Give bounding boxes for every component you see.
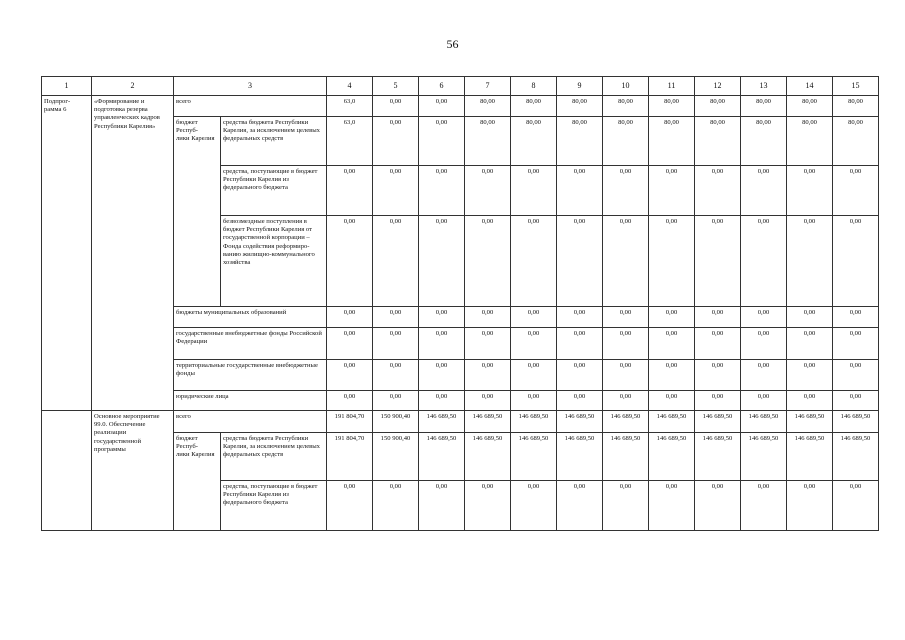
value-cell: 0,00	[787, 166, 833, 216]
value-cell: 150 900,40	[373, 433, 419, 481]
row-label: бюджеты муниципальных образований	[174, 307, 327, 328]
program-title: «Формирование и подготовка резерва управленческих кадров Республики Карелия»	[92, 96, 174, 411]
value-cell: 146 689,50	[649, 433, 695, 481]
value-cell: 146 689,50	[603, 411, 649, 433]
value-cell: 0,00	[373, 391, 419, 411]
value-cell: 0,00	[695, 307, 741, 328]
row-label: средства, поступающие в бюджет Республики Карелия из федерального бюджета	[221, 481, 327, 531]
value-cell: 0,00	[695, 166, 741, 216]
value-cell: 0,00	[695, 481, 741, 531]
value-cell: 0,00	[833, 166, 879, 216]
value-cell: 0,00	[741, 166, 787, 216]
value-cell: 0,00	[327, 166, 373, 216]
value-cell: 0,00	[419, 166, 465, 216]
header-cell: 1	[42, 77, 92, 96]
value-cell: 80,00	[833, 96, 879, 117]
value-cell: 80,00	[511, 96, 557, 117]
value-cell: 146 689,50	[419, 433, 465, 481]
value-cell: 150 900,40	[373, 411, 419, 433]
value-cell: 0,00	[511, 391, 557, 411]
value-cell: 0,00	[833, 391, 879, 411]
value-cell: 0,00	[373, 328, 419, 360]
header-cell: 10	[603, 77, 649, 96]
value-cell: 0,00	[557, 360, 603, 391]
value-cell: 0,00	[695, 328, 741, 360]
value-cell: 0,00	[373, 360, 419, 391]
value-cell: 0,00	[603, 360, 649, 391]
header-row	[42, 77, 879, 96]
page-number: 56	[446, 37, 459, 51]
row-label: юридические лица	[174, 391, 327, 411]
value-cell: 0,00	[787, 360, 833, 391]
value-cell: 0,00	[557, 166, 603, 216]
value-cell: 0,00	[419, 328, 465, 360]
value-cell: 80,00	[741, 117, 787, 166]
value-cell: 0,00	[741, 360, 787, 391]
value-cell: 0,00	[833, 216, 879, 307]
value-cell: 0,00	[465, 328, 511, 360]
value-cell: 0,00	[419, 96, 465, 117]
value-cell: 146 689,50	[787, 411, 833, 433]
value-cell: 80,00	[603, 96, 649, 117]
value-cell: 0,00	[741, 481, 787, 531]
value-cell: 80,00	[833, 117, 879, 166]
value-cell: 0,00	[465, 307, 511, 328]
value-cell: 0,00	[327, 481, 373, 531]
value-cell: 146 689,50	[695, 411, 741, 433]
budget-label-continuation	[174, 216, 221, 307]
value-cell: 0,00	[419, 360, 465, 391]
value-cell: 80,00	[511, 117, 557, 166]
row-label: всего	[174, 411, 327, 433]
header-cell: 14	[787, 77, 833, 96]
value-cell: 146 689,50	[419, 411, 465, 433]
value-cell: 0,00	[603, 328, 649, 360]
header-cell: 11	[649, 77, 695, 96]
row-label: безвозмездные поступления в бюджет Республики Карелия от государственной корпорации – Фонда содействия реформиро-ванию жилищно-коммунального хозяйства	[221, 216, 327, 307]
value-cell: 0,00	[465, 360, 511, 391]
header-cell: 6	[419, 77, 465, 96]
value-cell: 0,00	[741, 307, 787, 328]
value-cell: 0,00	[373, 307, 419, 328]
value-cell: 0,00	[557, 216, 603, 307]
value-cell: 0,00	[465, 216, 511, 307]
value-cell: 191 804,70	[327, 433, 373, 481]
value-cell: 80,00	[741, 96, 787, 117]
value-cell: 146 689,50	[787, 433, 833, 481]
value-cell: 0,00	[511, 166, 557, 216]
row-label: территориальные государственные внебюджетные фонды	[174, 360, 327, 391]
value-cell: 0,00	[419, 481, 465, 531]
value-cell: 80,00	[557, 117, 603, 166]
value-cell: 0,00	[419, 216, 465, 307]
value-cell: 0,00	[373, 117, 419, 166]
value-cell: 0,00	[649, 166, 695, 216]
value-cell: 0,00	[327, 360, 373, 391]
value-cell: 0,00	[511, 328, 557, 360]
header-cell: 2	[92, 77, 174, 96]
value-cell: 191 804,70	[327, 411, 373, 433]
row-label: средства бюджета Республики Карелия, за исключением целевых федеральных средств	[221, 117, 327, 166]
value-cell: 80,00	[557, 96, 603, 117]
header-cell: 3	[174, 77, 327, 96]
budget-label-continuation	[174, 481, 221, 531]
value-cell: 0,00	[649, 481, 695, 531]
value-cell: 0,00	[741, 216, 787, 307]
value-cell: 146 689,50	[741, 433, 787, 481]
value-cell: 0,00	[419, 117, 465, 166]
value-cell: 0,00	[787, 481, 833, 531]
header-cell: 4	[327, 77, 373, 96]
budget-label: бюджет Респуб- лики Карелия	[174, 117, 221, 166]
value-cell: 146 689,50	[695, 433, 741, 481]
value-cell: 0,00	[373, 166, 419, 216]
value-cell: 80,00	[465, 117, 511, 166]
value-cell: 0,00	[511, 360, 557, 391]
value-cell: 0,00	[741, 328, 787, 360]
value-cell: 80,00	[695, 96, 741, 117]
budget-label: бюджет Респуб- лики Карелия	[174, 433, 221, 481]
value-cell: 0,00	[695, 216, 741, 307]
activity-title: Основное мероприятие 99.0. Обеспечение реализации государственной программы	[92, 411, 174, 531]
value-cell: 0,00	[327, 216, 373, 307]
budget-table	[41, 76, 879, 531]
value-cell: 146 689,50	[557, 433, 603, 481]
row-label: средства, поступающие в бюджет Республики Карелия из федерального бюджета	[221, 166, 327, 216]
value-cell: 146 689,50	[511, 411, 557, 433]
value-cell: 0,00	[327, 391, 373, 411]
value-cell: 0,00	[557, 481, 603, 531]
program-name-empty	[42, 411, 92, 531]
header-cell: 7	[465, 77, 511, 96]
value-cell: 0,00	[327, 328, 373, 360]
value-cell: 0,00	[649, 307, 695, 328]
value-cell: 146 689,50	[465, 411, 511, 433]
value-cell: 0,00	[833, 307, 879, 328]
value-cell: 0,00	[603, 166, 649, 216]
table-row	[42, 411, 879, 433]
value-cell: 146 689,50	[741, 411, 787, 433]
value-cell: 0,00	[511, 307, 557, 328]
value-cell: 0,00	[373, 481, 419, 531]
value-cell: 0,00	[695, 391, 741, 411]
value-cell: 0,00	[833, 481, 879, 531]
table-row	[42, 96, 879, 117]
value-cell: 0,00	[787, 307, 833, 328]
value-cell: 0,00	[741, 391, 787, 411]
value-cell: 0,00	[787, 216, 833, 307]
value-cell: 0,00	[787, 328, 833, 360]
value-cell: 80,00	[787, 96, 833, 117]
value-cell: 146 689,50	[833, 433, 879, 481]
value-cell: 146 689,50	[465, 433, 511, 481]
budget-label-continuation	[174, 166, 221, 216]
value-cell: 0,00	[603, 307, 649, 328]
value-cell: 0,00	[603, 391, 649, 411]
value-cell: 0,00	[557, 307, 603, 328]
value-cell: 0,00	[649, 216, 695, 307]
header-cell: 9	[557, 77, 603, 96]
value-cell: 0,00	[649, 391, 695, 411]
value-cell: 146 689,50	[511, 433, 557, 481]
program-name: Подпрог- рамма 6	[42, 96, 92, 411]
value-cell: 146 689,50	[833, 411, 879, 433]
value-cell: 0,00	[327, 307, 373, 328]
value-cell: 0,00	[649, 328, 695, 360]
value-cell: 0,00	[557, 391, 603, 411]
value-cell: 0,00	[465, 166, 511, 216]
value-cell: 0,00	[603, 481, 649, 531]
value-cell: 0,00	[419, 391, 465, 411]
value-cell: 146 689,50	[649, 411, 695, 433]
value-cell: 0,00	[649, 360, 695, 391]
row-label: средства бюджета Республики Карелия, за исключением целевых федеральных средств	[221, 433, 327, 481]
value-cell: 0,00	[465, 391, 511, 411]
value-cell: 0,00	[787, 391, 833, 411]
value-cell: 0,00	[557, 328, 603, 360]
value-cell: 0,00	[373, 96, 419, 117]
header-cell: 5	[373, 77, 419, 96]
header-cell: 15	[833, 77, 879, 96]
value-cell: 0,00	[511, 216, 557, 307]
row-label: государственные внебюджетные фонды Российской Федерации	[174, 328, 327, 360]
value-cell: 80,00	[695, 117, 741, 166]
value-cell: 146 689,50	[557, 411, 603, 433]
value-cell: 0,00	[833, 328, 879, 360]
value-cell: 146 689,50	[603, 433, 649, 481]
row-label: всего	[174, 96, 327, 117]
value-cell: 63,0	[327, 117, 373, 166]
value-cell: 80,00	[465, 96, 511, 117]
value-cell: 0,00	[603, 216, 649, 307]
value-cell: 0,00	[419, 307, 465, 328]
value-cell: 0,00	[465, 481, 511, 531]
value-cell: 0,00	[695, 360, 741, 391]
value-cell: 0,00	[373, 216, 419, 307]
value-cell: 80,00	[649, 96, 695, 117]
value-cell: 0,00	[833, 360, 879, 391]
value-cell: 80,00	[603, 117, 649, 166]
header-cell: 13	[741, 77, 787, 96]
value-cell: 63,0	[327, 96, 373, 117]
value-cell: 80,00	[787, 117, 833, 166]
value-cell: 80,00	[649, 117, 695, 166]
header-cell: 8	[511, 77, 557, 96]
value-cell: 0,00	[511, 481, 557, 531]
header-cell: 12	[695, 77, 741, 96]
